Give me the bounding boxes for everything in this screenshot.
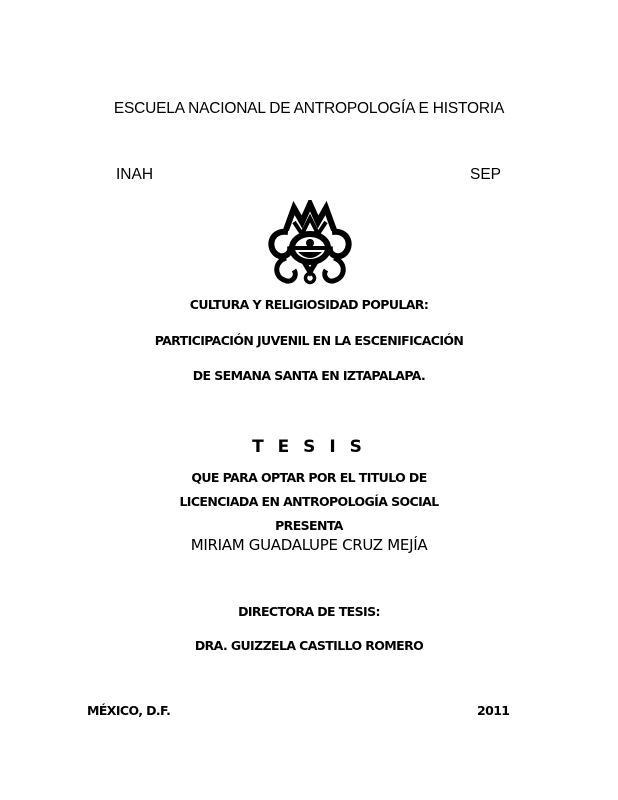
year-label: 2011 (477, 703, 510, 718)
sep-label: SEP (470, 166, 502, 183)
place-label: MÉXICO, D.F. (87, 703, 171, 718)
author-name: MIRIAM GUADALUPE CRUZ MEJÍA (190, 536, 428, 554)
director-label: DIRECTORA DE TESIS: (238, 604, 380, 619)
degree-purpose-line-2: LICENCIADA EN ANTROPOLOGÍA SOCIAL (179, 494, 439, 509)
institution-name: ESCUELA NACIONAL DE ANTROPOLOGÍA E HISTORIA (113, 100, 505, 117)
degree-purpose-line-1: QUE PARA OPTAR POR EL TITULO DE (191, 470, 427, 485)
thesis-title-line-2: PARTICIPACIÓN JUVENIL EN LA ESCENIFICACIÓN (154, 333, 464, 348)
thesis-title-line-1: CULTURA Y RELIGIOSIDAD POPULAR: (189, 297, 429, 312)
inah-label: INAH (116, 166, 154, 183)
thesis-type-label: T E S I S (252, 437, 366, 457)
thesis-title-line-3: DE SEMANA SANTA EN IZTAPALAPA. (192, 368, 426, 383)
director-name: DRA. GUIZZELA CASTILLO ROMERO (194, 638, 424, 653)
presents-label: PRESENTA (275, 518, 343, 533)
enah-glyph-emblem-icon (264, 200, 356, 286)
